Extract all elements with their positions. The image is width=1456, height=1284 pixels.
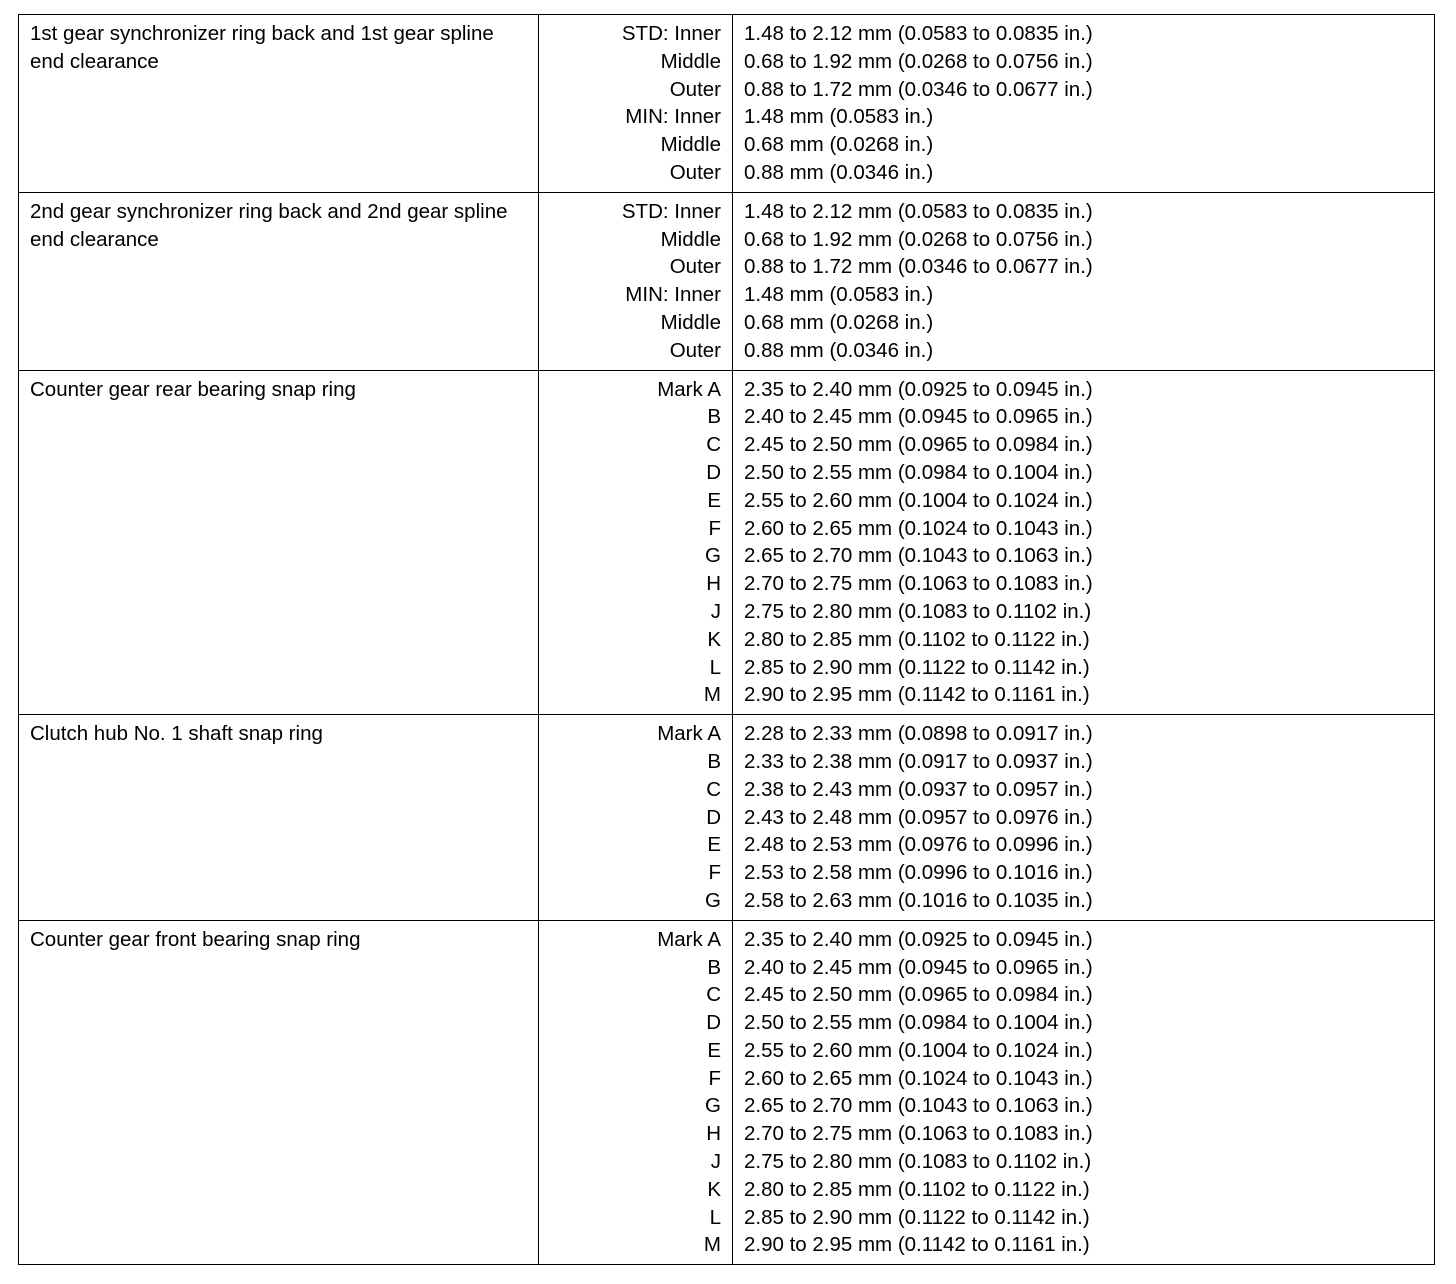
spec-item-name: Clutch hub No. 1 shaft snap ring — [30, 722, 323, 746]
spec-item-cell — [19, 920, 539, 1265]
spec-mark-label: Outer — [669, 160, 721, 184]
spec-mark-label: G — [705, 888, 721, 912]
spec-mark-label: Mark A — [657, 927, 721, 951]
spec-mark-label: STD: Inner — [621, 199, 721, 223]
spec-mark-cell — [539, 15, 733, 193]
spec-value: 2.55 to 2.60 mm (0.1004 to 0.1024 in.) — [744, 488, 1093, 512]
spec-value: 2.40 to 2.45 mm (0.0945 to 0.0965 in.) — [744, 955, 1093, 979]
spec-mark-label: H — [706, 1122, 721, 1146]
spec-mark-label: Middle — [660, 133, 721, 157]
spec-mark-cell — [539, 370, 733, 715]
spec-mark-label: C — [706, 777, 721, 801]
spec-mark-label: B — [707, 405, 721, 429]
spec-mark-label: F — [708, 861, 721, 885]
spec-value: 0.88 to 1.72 mm (0.0346 to 0.0677 in.) — [744, 255, 1093, 279]
spec-value: 2.60 to 2.65 mm (0.1024 to 0.1043 in.) — [744, 1066, 1093, 1090]
spec-mark-label: D — [706, 460, 721, 484]
spec-item-name: 2nd gear synchronizer ring back and 2nd gear spline end clearance — [30, 199, 508, 251]
spec-row — [19, 192, 1435, 370]
spec-mark-label: Outer — [669, 77, 721, 101]
spec-mark-label: Outer — [669, 338, 721, 362]
spec-value: 2.45 to 2.50 mm (0.0965 to 0.0984 in.) — [744, 983, 1093, 1007]
spec-mark-label: E — [707, 1038, 721, 1062]
spec-mark-label: L — [709, 1205, 721, 1229]
spec-value: 2.90 to 2.95 mm (0.1142 to 0.1161 in.) — [744, 683, 1090, 707]
spec-row — [19, 370, 1435, 715]
spec-value: 2.50 to 2.55 mm (0.0984 to 0.1004 in.) — [744, 1011, 1093, 1035]
spec-mark-label: H — [706, 572, 721, 596]
spec-value: 2.80 to 2.85 mm (0.1102 to 0.1122 in.) — [744, 1177, 1090, 1201]
spec-value: 2.35 to 2.40 mm (0.0925 to 0.0945 in.) — [744, 927, 1093, 951]
spec-mark-label: D — [706, 1011, 721, 1035]
spec-mark-label: Outer — [669, 255, 721, 279]
spec-value: 1.48 mm (0.0583 in.) — [744, 283, 934, 307]
spec-value: 2.85 to 2.90 mm (0.1122 to 0.1142 in.) — [744, 655, 1090, 679]
spec-value: 2.28 to 2.33 mm (0.0898 to 0.0917 in.) — [744, 722, 1093, 746]
spec-value: 2.40 to 2.45 mm (0.0945 to 0.0965 in.) — [744, 405, 1093, 429]
spec-value: 2.75 to 2.80 mm (0.1083 to 0.1102 in.) — [744, 599, 1092, 623]
spec-value: 0.68 to 1.92 mm (0.0268 to 0.0756 in.) — [744, 49, 1093, 73]
spec-mark-label: B — [707, 955, 721, 979]
spec-value: 1.48 to 2.12 mm (0.0583 to 0.0835 in.) — [744, 22, 1093, 45]
spec-value-cell — [733, 920, 1435, 1265]
spec-value: 2.45 to 2.50 mm (0.0965 to 0.0984 in.) — [744, 433, 1093, 457]
spec-item-name: 1st gear synchronizer ring back and 1st gear spline end clearance — [30, 22, 494, 73]
spec-mark-label: D — [706, 805, 721, 829]
spec-value: 2.65 to 2.70 mm (0.1043 to 0.1063 in.) — [744, 1094, 1093, 1118]
spec-value: 2.48 to 2.53 mm (0.0976 to 0.0996 in.) — [744, 833, 1093, 857]
spec-value: 2.58 to 2.63 mm (0.1016 to 0.1035 in.) — [744, 888, 1093, 912]
spec-mark-label: MIN: Inner — [625, 283, 721, 307]
spec-mark-label: F — [708, 516, 721, 540]
spec-value: 0.88 to 1.72 mm (0.0346 to 0.0677 in.) — [744, 77, 1093, 101]
spec-mark-label: M — [703, 683, 721, 707]
spec-value: 0.68 mm (0.0268 in.) — [744, 310, 934, 334]
spec-value-cell — [733, 192, 1435, 370]
spec-value: 2.33 to 2.38 mm (0.0917 to 0.0937 in.) — [744, 749, 1093, 773]
spec-mark-label: M — [703, 1233, 721, 1257]
spec-value: 2.50 to 2.55 mm (0.0984 to 0.1004 in.) — [744, 460, 1093, 484]
spec-mark-label: MIN: Inner — [625, 105, 721, 129]
spec-value: 2.65 to 2.70 mm (0.1043 to 0.1063 in.) — [744, 544, 1093, 568]
spec-mark-label: B — [707, 749, 721, 773]
spec-item-cell — [19, 192, 539, 370]
spec-item-cell — [19, 370, 539, 715]
spec-mark-label: K — [707, 1177, 721, 1201]
spec-mark-cell — [539, 192, 733, 370]
spec-value: 2.70 to 2.75 mm (0.1063 to 0.1083 in.) — [744, 1122, 1093, 1146]
spec-value: 2.90 to 2.95 mm (0.1142 to 0.1161 in.) — [744, 1233, 1090, 1257]
spec-value: 2.35 to 2.40 mm (0.0925 to 0.0945 in.) — [744, 377, 1093, 401]
spec-value: 1.48 to 2.12 mm (0.0583 to 0.0835 in.) — [744, 199, 1093, 223]
spec-value: 0.68 to 1.92 mm (0.0268 to 0.0756 in.) — [744, 227, 1093, 251]
spec-mark-label: STD: Inner — [621, 22, 721, 45]
spec-mark-label: Middle — [660, 310, 721, 334]
spec-mark-label: J — [710, 1150, 721, 1174]
spec-row — [19, 920, 1435, 1265]
spec-mark-label: Mark A — [657, 377, 721, 401]
spec-mark-cell — [539, 920, 733, 1265]
spec-mark-label: Middle — [660, 49, 721, 73]
spec-value: 2.53 to 2.58 mm (0.0996 to 0.1016 in.) — [744, 861, 1093, 885]
spec-mark-label: J — [710, 599, 721, 623]
spec-value-cell — [733, 715, 1435, 921]
spec-value: 2.43 to 2.48 mm (0.0957 to 0.0976 in.) — [744, 805, 1093, 829]
spec-item-cell — [19, 15, 539, 193]
spec-value: 2.55 to 2.60 mm (0.1004 to 0.1024 in.) — [744, 1038, 1093, 1062]
spec-value: 2.80 to 2.85 mm (0.1102 to 0.1122 in.) — [744, 627, 1090, 651]
spec-value: 2.70 to 2.75 mm (0.1063 to 0.1083 in.) — [744, 572, 1093, 596]
spec-mark-label: F — [708, 1066, 721, 1090]
spec-item-name: Counter gear rear bearing snap ring — [30, 377, 356, 401]
spec-mark-label: C — [706, 433, 721, 457]
spec-mark-label: E — [707, 833, 721, 857]
specification-table — [18, 14, 1435, 1265]
spec-value: 0.88 mm (0.0346 in.) — [744, 338, 934, 362]
spec-mark-label: G — [705, 544, 721, 568]
spec-mark-label: E — [707, 488, 721, 512]
spec-item-name: Counter gear front bearing snap ring — [30, 927, 361, 951]
spec-mark-cell — [539, 715, 733, 921]
spec-mark-label: C — [706, 983, 721, 1007]
specification-table-body — [19, 15, 1435, 1265]
spec-item-cell — [19, 715, 539, 921]
spec-mark-label: L — [709, 655, 721, 679]
spec-value: 2.38 to 2.43 mm (0.0937 to 0.0957 in.) — [744, 777, 1093, 801]
spec-value: 2.60 to 2.65 mm (0.1024 to 0.1043 in.) — [744, 516, 1093, 540]
spec-mark-label: Middle — [660, 227, 721, 251]
spec-value: 0.68 mm (0.0268 in.) — [744, 133, 934, 157]
spec-mark-label: K — [707, 627, 721, 651]
spec-mark-label: G — [705, 1094, 721, 1118]
spec-mark-label: Mark A — [657, 722, 721, 746]
spec-value: 2.85 to 2.90 mm (0.1122 to 0.1142 in.) — [744, 1205, 1090, 1229]
spec-value: 2.75 to 2.80 mm (0.1083 to 0.1102 in.) — [744, 1150, 1092, 1174]
spec-row — [19, 15, 1435, 193]
spec-row — [19, 715, 1435, 921]
spec-value: 0.88 mm (0.0346 in.) — [744, 160, 934, 184]
spec-value-cell — [733, 15, 1435, 193]
spec-value-cell — [733, 370, 1435, 715]
spec-value: 1.48 mm (0.0583 in.) — [744, 105, 934, 129]
